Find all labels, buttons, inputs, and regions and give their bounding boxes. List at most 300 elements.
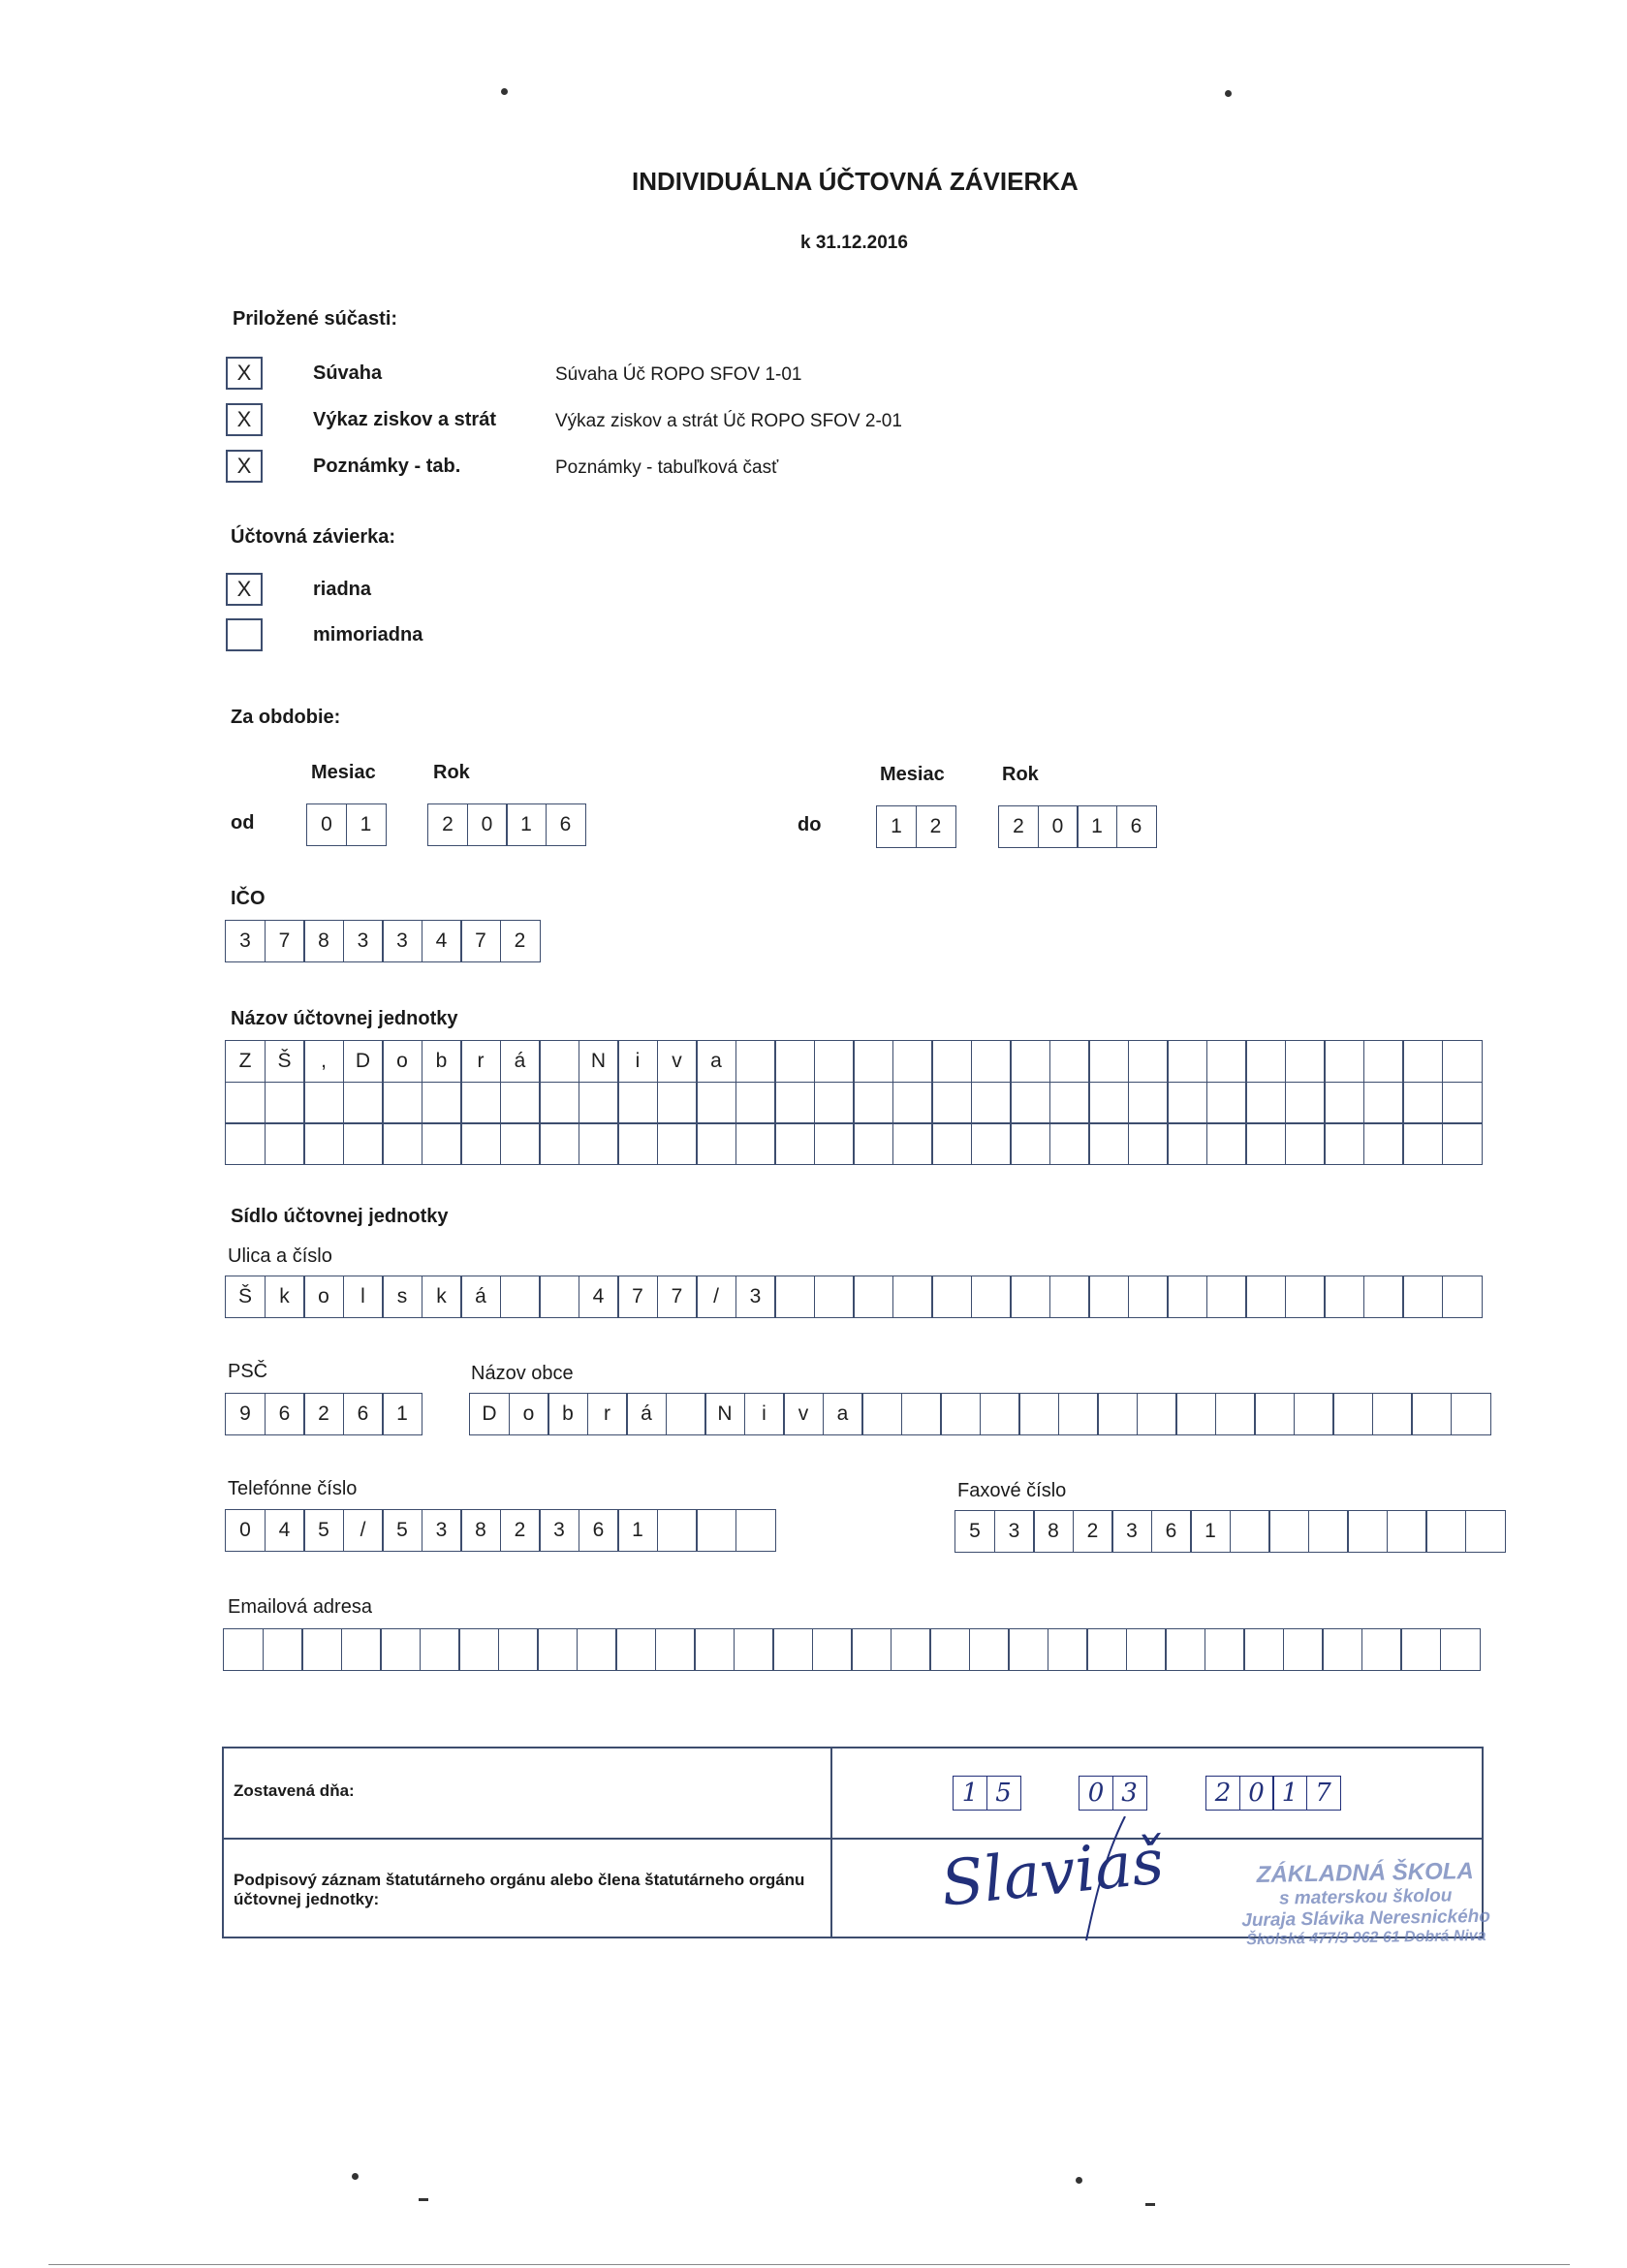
box	[901, 1393, 942, 1435]
box	[382, 1082, 422, 1124]
entity-name-row-2	[225, 1083, 1483, 1124]
compiled-label: Zostavená dňa:	[234, 1781, 355, 1800]
attached-checkbox-vykaz[interactable]: X	[226, 403, 263, 436]
compiled-day[interactable]	[953, 1776, 1021, 1811]
box: 9	[225, 1393, 266, 1435]
box	[892, 1276, 933, 1318]
scan-dot	[1225, 90, 1232, 97]
attached-desc-poznamky: Poznámky - tabuľková časť	[555, 457, 779, 478]
box	[735, 1509, 776, 1552]
box: 1	[953, 1776, 987, 1811]
box: b	[548, 1393, 588, 1435]
attached-name-poznamky: Poznámky - tab.	[313, 456, 461, 477]
box	[539, 1122, 579, 1165]
box	[971, 1276, 1012, 1318]
box	[460, 1122, 501, 1165]
box	[696, 1082, 736, 1124]
box: N	[704, 1393, 745, 1435]
box: a	[823, 1393, 863, 1435]
attached-desc-vykaz: Výkaz ziskov a strát Úč ROPO SFOV 2-01	[555, 411, 902, 431]
attached-heading: Priložené súčasti:	[233, 308, 398, 330]
box	[931, 1122, 972, 1165]
from-month-label: Mesiac	[311, 762, 376, 783]
box: 1	[1190, 1510, 1231, 1553]
box	[1442, 1040, 1483, 1083]
box	[1363, 1276, 1404, 1318]
attached-name-vykaz: Výkaz ziskov a strát	[313, 409, 496, 430]
box: 1	[346, 803, 387, 846]
box	[1128, 1040, 1169, 1083]
box: D	[469, 1393, 510, 1435]
box	[814, 1040, 855, 1083]
box	[1324, 1040, 1364, 1083]
box	[1137, 1393, 1177, 1435]
box	[1010, 1122, 1050, 1165]
attached-checkbox-poznamky[interactable]: X	[226, 450, 263, 483]
document-title: INDIVIDUÁLNA ÚČTOVNÁ ZÁVIERKA	[632, 167, 1079, 196]
box: á	[500, 1040, 541, 1083]
box: 7	[265, 920, 305, 962]
box	[422, 1082, 462, 1124]
box	[458, 1628, 499, 1671]
signature-label: Podpisový záznam štatutárneho orgánu alebo člena štatutárneho orgánu účtovnej jednotky:	[234, 1871, 805, 1908]
box	[774, 1122, 815, 1165]
to-year-label: Rok	[1002, 764, 1039, 785]
box	[382, 1122, 422, 1165]
seat-heading: Sídlo účtovnej jednotky	[231, 1206, 449, 1227]
box: v	[783, 1393, 824, 1435]
box	[1206, 1040, 1247, 1083]
box	[735, 1122, 776, 1165]
box	[1049, 1122, 1090, 1165]
closing-checkbox-regular[interactable]: X	[226, 573, 263, 606]
phone-boxes[interactable]	[225, 1509, 776, 1552]
school-stamp	[1240, 1858, 1490, 1949]
box	[1245, 1040, 1286, 1083]
box	[303, 1122, 344, 1165]
box: 2	[998, 805, 1039, 848]
box	[539, 1040, 579, 1083]
entity-name-row-1	[225, 1040, 1483, 1083]
box	[1308, 1510, 1349, 1553]
box: v	[657, 1040, 698, 1083]
box	[1206, 1122, 1247, 1165]
box	[1411, 1393, 1452, 1435]
box: 0	[225, 1509, 266, 1552]
box	[1049, 1082, 1090, 1124]
box	[929, 1628, 970, 1671]
box	[853, 1082, 893, 1124]
box	[814, 1276, 855, 1318]
fax-label: Faxové číslo	[957, 1480, 1067, 1501]
box	[892, 1122, 933, 1165]
phone-label: Telefónne číslo	[228, 1478, 358, 1499]
box: 2	[1073, 1510, 1113, 1553]
box	[1363, 1082, 1404, 1124]
box: 8	[460, 1509, 501, 1552]
box	[303, 1082, 344, 1124]
box	[851, 1628, 892, 1671]
box	[657, 1122, 698, 1165]
psc-boxes[interactable]	[225, 1393, 422, 1435]
box: 3	[539, 1509, 579, 1552]
box: 7	[460, 920, 501, 962]
date-line: k 31.12.2016	[800, 233, 908, 253]
box	[861, 1393, 902, 1435]
scan-dot	[352, 2173, 359, 2180]
box	[225, 1122, 266, 1165]
box: ,	[303, 1040, 344, 1083]
box	[694, 1628, 735, 1671]
stamp-line: Juraja Slávika Neresnického	[1241, 1906, 1491, 1932]
box	[1088, 1122, 1129, 1165]
box	[1442, 1122, 1483, 1165]
box: l	[343, 1276, 384, 1318]
box	[1322, 1628, 1362, 1671]
box: 1	[1077, 805, 1117, 848]
box	[666, 1393, 706, 1435]
box	[579, 1082, 619, 1124]
box	[931, 1040, 972, 1083]
email-boxes[interactable]	[223, 1628, 1481, 1671]
box	[1285, 1040, 1326, 1083]
street-boxes[interactable]	[225, 1276, 1483, 1318]
scan-dash	[1145, 2203, 1155, 2206]
box: i	[617, 1040, 658, 1083]
box	[1451, 1393, 1491, 1435]
box: 3	[422, 1509, 462, 1552]
signature-stroke	[1067, 1816, 1154, 1942]
box	[1332, 1393, 1373, 1435]
box	[814, 1082, 855, 1124]
box: k	[265, 1276, 305, 1318]
box	[1400, 1628, 1441, 1671]
box	[341, 1628, 382, 1671]
box	[696, 1509, 736, 1552]
stamp-line: Školská 477/3 962 61 Dobrá Niva	[1246, 1927, 1486, 1949]
box	[265, 1082, 305, 1124]
box	[1088, 1276, 1129, 1318]
box: /	[343, 1509, 384, 1552]
box	[1254, 1393, 1295, 1435]
attached-name-suvaha: Súvaha	[313, 362, 383, 384]
box	[579, 1122, 619, 1165]
box	[1465, 1510, 1506, 1553]
box	[1088, 1082, 1129, 1124]
box: 4	[422, 920, 462, 962]
box	[735, 1040, 776, 1083]
box: i	[744, 1393, 785, 1435]
box: 5	[986, 1776, 1021, 1811]
box	[774, 1040, 815, 1083]
box	[1010, 1276, 1050, 1318]
box: 1	[876, 805, 917, 848]
box	[853, 1276, 893, 1318]
box	[539, 1276, 579, 1318]
box: a	[696, 1040, 736, 1083]
from-year-boxes[interactable]	[427, 803, 586, 846]
footer-divider-vertical	[830, 1748, 832, 1937]
box	[1097, 1393, 1138, 1435]
box	[1387, 1510, 1427, 1553]
box: 7	[617, 1276, 658, 1318]
box	[1285, 1276, 1326, 1318]
box	[1175, 1393, 1216, 1435]
stamp-line: ZÁKLADNÁ ŠKOLA	[1256, 1858, 1474, 1888]
box: 5	[382, 1509, 422, 1552]
box	[774, 1276, 815, 1318]
box	[1372, 1393, 1413, 1435]
box: k	[422, 1276, 462, 1318]
box	[1324, 1082, 1364, 1124]
box	[500, 1276, 541, 1318]
box: 3	[1111, 1510, 1152, 1553]
box	[1442, 1082, 1483, 1124]
box	[971, 1122, 1012, 1165]
box: 6	[343, 1393, 384, 1435]
box	[1167, 1040, 1207, 1083]
box	[1215, 1393, 1256, 1435]
box: 2	[916, 805, 956, 848]
box: 2	[427, 803, 468, 846]
box	[971, 1040, 1012, 1083]
ico-label: IČO	[231, 888, 266, 909]
box	[1245, 1082, 1286, 1124]
box	[931, 1082, 972, 1124]
box	[1088, 1040, 1129, 1083]
box: 0	[1079, 1776, 1113, 1811]
compiled-year[interactable]	[1205, 1776, 1341, 1811]
box	[814, 1122, 855, 1165]
closing-label-extraordinary: mimoriadna	[313, 624, 423, 646]
box	[1363, 1040, 1404, 1083]
box	[343, 1082, 384, 1124]
box	[1206, 1082, 1247, 1124]
box	[1230, 1510, 1270, 1553]
box	[343, 1122, 384, 1165]
box	[1205, 1628, 1245, 1671]
box	[980, 1393, 1020, 1435]
box: 0	[467, 803, 508, 846]
from-month-boxes[interactable]	[306, 803, 387, 846]
box	[263, 1628, 303, 1671]
box	[1347, 1510, 1388, 1553]
box	[1285, 1122, 1326, 1165]
box: /	[696, 1276, 736, 1318]
box: o	[382, 1040, 422, 1083]
box	[1167, 1082, 1207, 1124]
box	[657, 1082, 698, 1124]
box: 3	[343, 920, 384, 962]
box: 0	[1239, 1776, 1274, 1811]
box	[735, 1082, 776, 1124]
box	[1363, 1122, 1404, 1165]
footer-divider-horizontal	[224, 1838, 1482, 1840]
box: 6	[1151, 1510, 1192, 1553]
box	[891, 1628, 931, 1671]
box	[774, 1082, 815, 1124]
to-label: do	[798, 814, 822, 835]
box	[500, 1122, 541, 1165]
ico-boxes[interactable]	[225, 920, 541, 962]
psc-label: PSČ	[228, 1361, 268, 1382]
box: b	[422, 1040, 462, 1083]
box: 6	[265, 1393, 305, 1435]
box	[1245, 1122, 1286, 1165]
box	[812, 1628, 853, 1671]
box: 3	[382, 920, 422, 962]
box	[539, 1082, 579, 1124]
box: 4	[265, 1509, 305, 1552]
box: D	[343, 1040, 384, 1083]
box	[1324, 1122, 1364, 1165]
box	[1058, 1393, 1099, 1435]
box: 3	[225, 920, 266, 962]
entity-name-grid[interactable]	[225, 1040, 1483, 1165]
box	[617, 1122, 658, 1165]
box	[1324, 1276, 1364, 1318]
box: N	[579, 1040, 619, 1083]
box	[1283, 1628, 1324, 1671]
box	[1128, 1122, 1169, 1165]
box	[1402, 1122, 1443, 1165]
signature: Slaviaš	[937, 1826, 1168, 1921]
box	[734, 1628, 774, 1671]
attached-desc-suvaha: Súvaha Úč ROPO SFOV 1-01	[555, 364, 802, 385]
box	[853, 1122, 893, 1165]
period-heading: Za obdobie:	[231, 707, 341, 728]
box	[498, 1628, 539, 1671]
footer-table	[222, 1747, 1491, 1949]
scan-edge-line	[48, 2264, 1570, 2265]
box	[1010, 1082, 1050, 1124]
to-year-boxes[interactable]	[998, 805, 1157, 848]
box: Š	[265, 1040, 305, 1083]
box	[1361, 1628, 1402, 1671]
box: 8	[1033, 1510, 1074, 1553]
box	[1442, 1276, 1483, 1318]
closing-checkbox-extraordinary[interactable]	[226, 618, 263, 651]
scan-dash	[419, 2198, 428, 2201]
box: á	[460, 1276, 501, 1318]
box	[1285, 1082, 1326, 1124]
attached-checkbox-suvaha[interactable]: X	[226, 357, 263, 390]
box	[1402, 1040, 1443, 1083]
from-label: od	[231, 812, 255, 834]
box	[892, 1040, 933, 1083]
box	[696, 1122, 736, 1165]
box: 1	[617, 1509, 658, 1552]
compiled-month[interactable]	[1079, 1776, 1147, 1811]
box	[655, 1628, 696, 1671]
box	[1010, 1040, 1050, 1083]
box: 6	[579, 1509, 619, 1552]
town-boxes[interactable]	[469, 1393, 1491, 1435]
email-label: Emailová adresa	[228, 1596, 372, 1618]
box	[969, 1628, 1010, 1671]
box	[1049, 1040, 1090, 1083]
box: r	[460, 1040, 501, 1083]
box: 7	[657, 1276, 698, 1318]
box	[500, 1082, 541, 1124]
box	[1049, 1276, 1090, 1318]
box	[460, 1082, 501, 1124]
box: r	[587, 1393, 628, 1435]
box	[301, 1628, 342, 1671]
box	[420, 1628, 460, 1671]
box: 2	[303, 1393, 344, 1435]
box	[577, 1628, 617, 1671]
box: s	[382, 1276, 422, 1318]
box	[1425, 1510, 1466, 1553]
box	[772, 1628, 813, 1671]
box: Š	[225, 1276, 266, 1318]
box: 6	[1116, 805, 1157, 848]
box	[537, 1628, 578, 1671]
box	[892, 1082, 933, 1124]
box: Z	[225, 1040, 266, 1083]
box: 2	[500, 1509, 541, 1552]
box	[1128, 1082, 1169, 1124]
box: 0	[1038, 805, 1079, 848]
box	[223, 1628, 264, 1671]
box: 3	[1112, 1776, 1147, 1811]
box	[1440, 1628, 1481, 1671]
box: 3	[735, 1276, 776, 1318]
box	[657, 1509, 698, 1552]
box	[1086, 1628, 1127, 1671]
town-label: Názov obce	[471, 1363, 574, 1384]
to-month-boxes[interactable]	[876, 805, 956, 848]
closing-label-regular: riadna	[313, 579, 372, 600]
box: 1	[382, 1393, 422, 1435]
box	[1018, 1393, 1059, 1435]
box	[617, 1082, 658, 1124]
box	[615, 1628, 656, 1671]
to-month-label: Mesiac	[880, 764, 945, 785]
fax-boxes[interactable]	[954, 1510, 1506, 1553]
box: o	[303, 1276, 344, 1318]
stamp-line: s materskou školou	[1278, 1885, 1453, 1909]
box	[1167, 1122, 1207, 1165]
box: 5	[303, 1509, 344, 1552]
box: 1	[506, 803, 547, 846]
box	[1048, 1628, 1088, 1671]
box	[1294, 1393, 1334, 1435]
box	[1126, 1628, 1167, 1671]
closing-heading: Účtovná závierka:	[231, 526, 396, 548]
box	[853, 1040, 893, 1083]
box	[1128, 1276, 1169, 1318]
box	[940, 1393, 981, 1435]
box: 6	[546, 803, 586, 846]
box: 2	[1205, 1776, 1240, 1811]
street-label: Ulica a číslo	[228, 1245, 332, 1267]
box: 3	[994, 1510, 1035, 1553]
box	[422, 1122, 462, 1165]
box: 2	[500, 920, 541, 962]
box: 5	[954, 1510, 995, 1553]
box	[1167, 1276, 1207, 1318]
box	[1245, 1276, 1286, 1318]
box	[1402, 1276, 1443, 1318]
box: 7	[1306, 1776, 1341, 1811]
box: o	[509, 1393, 549, 1435]
box	[265, 1122, 305, 1165]
box	[225, 1082, 266, 1124]
scan-dot	[1076, 2177, 1082, 2184]
box	[1243, 1628, 1284, 1671]
